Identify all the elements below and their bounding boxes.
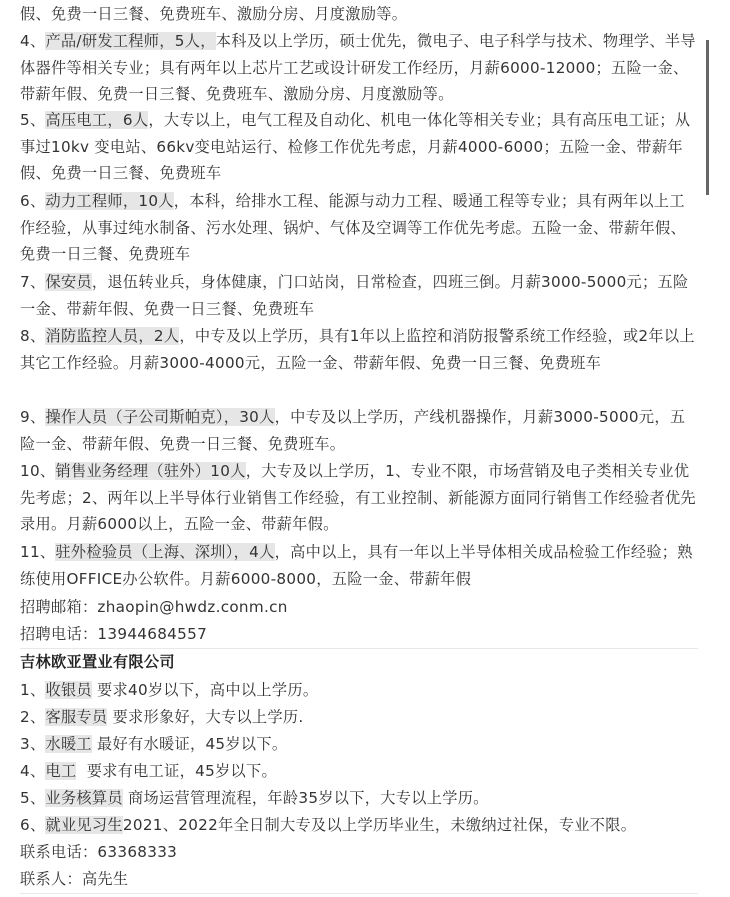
job-number: 9、 <box>20 408 46 426</box>
job-number: 4、 <box>20 762 46 780</box>
job-title: 就业见习生 <box>45 816 123 834</box>
job-number: 2、 <box>20 708 46 726</box>
job-title: 高压电工，6人 <box>45 111 149 129</box>
job-item <box>20 785 698 812</box>
job-description: ，本科，给排水工程、能源与动力工程、暖通工程等专业；具有两年以上工作经验，从事过纯水制备、污水处理、锅炉、气体及空调等工作优先考虑。五险一金、带薪年假、免费一日三餐、免费班车 <box>20 192 686 263</box>
job-description: ，高中以上，具有一年以上半导体相关成品检验工作经验；熟练使用OFFICE办公软件。月薪6000-8000，五险一金、带薪年假 <box>20 543 693 588</box>
job-description: ，中专及以上学历，产线机器操作，月薪3000-5000元，五险一金、带薪年假、免费一日三餐、免费班车。 <box>20 408 686 453</box>
job-number: 1、 <box>20 681 46 699</box>
divider <box>20 893 698 894</box>
job-description: 最好有水暖证，45岁以下。 <box>91 735 288 753</box>
job-title: 动力工程师，10人 <box>45 192 174 210</box>
job-description: ，大专以上，电气工程及自动化、机电一体化等相关专业；具有高压电工证；从事过10kv 变电站、66kv变电站运行、检修工作优先考虑，月薪4000-6000；五险一金、带薪年假、免费一日三餐、免费班车 <box>20 111 691 182</box>
job-title: 电工 <box>45 762 77 780</box>
job-description: 2021、2022年全日制大专及以上学历毕业生，未缴纳过社保，专业不限。 <box>122 816 637 834</box>
job-title: 销售业务经理（驻外）10人 <box>55 462 246 480</box>
job-item <box>20 458 698 538</box>
job-item <box>20 269 698 322</box>
job-number: 8、 <box>20 327 46 345</box>
job-title: 业务核算员 <box>45 789 123 807</box>
job-description: 要求40岁以下，高中以上学历。 <box>91 681 319 699</box>
email-line: 招聘邮箱：zhaopin@hwdz.conm.cn <box>20 598 288 616</box>
job-item <box>20 28 698 108</box>
job-item <box>20 323 698 376</box>
job-title: 保安员 <box>45 273 92 291</box>
job-description: 本科及以上学历，硕士优先，微电子、电子科学与技术、物理学、半导体器件等相关专业；具有两年以上芯片工艺或设计研发工作经历，月薪6000-12000；五险一金、带薪年假、免费一日三餐、免费班车、激励分房、月度激励等。 <box>20 32 696 103</box>
job-title: 驻外检验员（上海、深圳），4人 <box>55 543 275 561</box>
job-title: 消防监控人员，2人 <box>45 327 180 345</box>
job-item <box>20 704 698 731</box>
job-description: 要求形象好，大专以上学历. <box>107 708 304 726</box>
job-title: 客服专员 <box>45 708 108 726</box>
job-item <box>20 731 698 758</box>
job-title: 操作人员（子公司斯帕克），30人 <box>45 408 275 426</box>
job-item <box>20 812 698 839</box>
job-description: 商场运营管理流程，年龄35岁以下，大专以上学历。 <box>122 789 489 807</box>
scroll-indicator <box>706 40 709 195</box>
text-fragment: 假、免费一日三餐、免费班车、激励分房、月度激励等。 <box>20 5 408 23</box>
contact-phone: 联系电话：63368333 <box>20 843 178 861</box>
job-number: 5、 <box>20 789 46 807</box>
job-description: ，大专及以上学历，1、专业不限，市场营销及电子类相关专业优先考虑；2、两年以上半导体行业销售工作经验，有工业控制、新能源方面同行销售工作经验者优先录用。月薪6000以上，五险一金、带薪年假。 <box>20 462 696 533</box>
job-item <box>20 677 698 704</box>
job-number: 7、 <box>20 273 46 291</box>
job-description: 要求有电工证，45岁以下。 <box>76 762 277 780</box>
job-description: ，中专及以上学历，具有1年以上监控和消防报警系统工作经验，或2年以上其它工作经验。月薪3000-4000元，五险一金、带薪年假、免费一日三餐、免费班车 <box>20 327 695 372</box>
job-number: 4、 <box>20 32 46 50</box>
job-number: 6、 <box>20 816 46 834</box>
job-item <box>20 758 698 785</box>
job-number: 6、 <box>20 192 46 210</box>
job-title: 收银员 <box>45 681 92 699</box>
job-title: 水暖工 <box>45 735 92 753</box>
job-number: 11、 <box>20 543 56 561</box>
job-item <box>20 107 698 187</box>
company-name: 吉林欧亚置业有限公司 <box>20 653 175 671</box>
job-description: ，退伍转业兵，身体健康，门口站岗，日常检查，四班三倒。月薪3000-5000元；五险一金、带薪年假、免费一日三餐、免费班车 <box>20 273 689 318</box>
job-number: 5、 <box>20 111 46 129</box>
job-number: 10、 <box>20 462 56 480</box>
contact-person: 联系人：高先生 <box>20 870 129 888</box>
job-number: 3、 <box>20 735 46 753</box>
job-item <box>20 188 698 268</box>
job-item <box>20 404 698 457</box>
phone-line: 招聘电话：13944684557 <box>20 625 208 643</box>
job-title: 产品/研发工程师，5人， <box>45 32 216 50</box>
job-item <box>20 539 698 592</box>
